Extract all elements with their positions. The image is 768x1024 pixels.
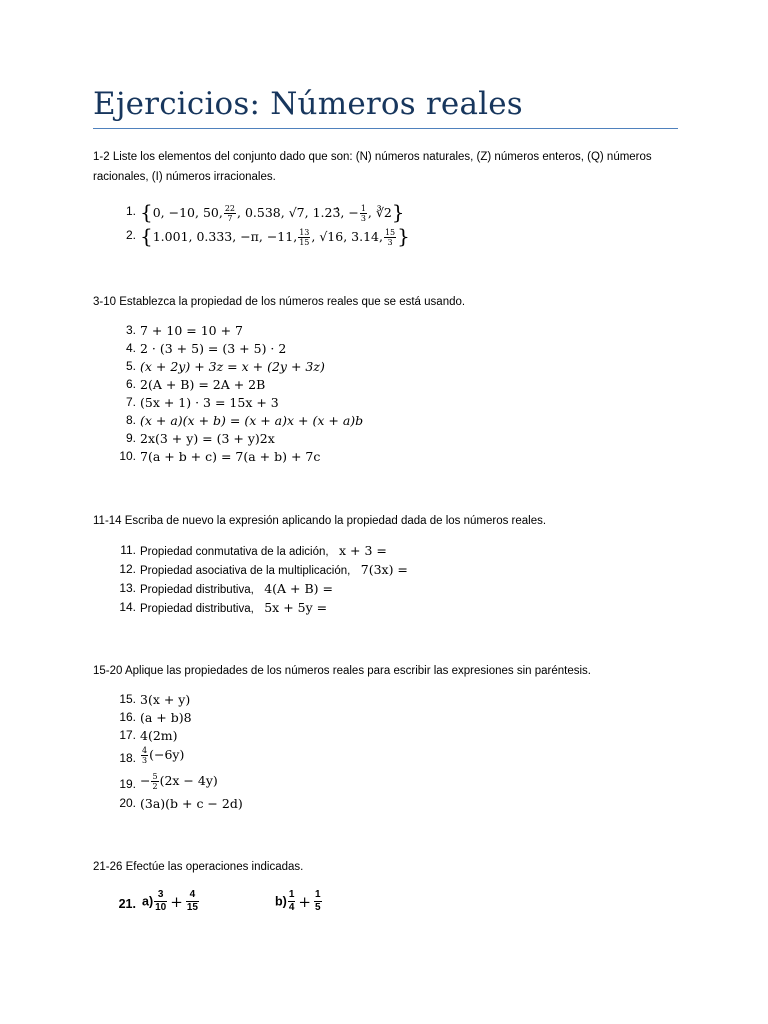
fraction — [224, 204, 236, 223]
math-expression: 7(a + b + c) = 7(a + b) + 7c — [140, 449, 321, 464]
item-number: 4. — [125, 341, 136, 355]
property-text: Propiedad distributiva, — [140, 603, 254, 615]
section-heading-21-26: 21-26 Efectúe las operaciones indicadas. — [93, 861, 304, 873]
math-expression: (a + b)8 — [140, 710, 192, 725]
math-expression: 7(3x) = — [360, 562, 408, 577]
expr-part: , ∛2 — [367, 205, 392, 220]
fraction — [141, 746, 148, 765]
item-number: 3. — [125, 323, 136, 337]
item-number: 5. — [125, 359, 136, 373]
close-brace: } — [397, 224, 410, 248]
numerator: 15 — [384, 228, 396, 237]
section-heading-3-10: 3-10 Establezca la propiedad de los números reales que se está usando. — [93, 296, 466, 308]
item-number: 20. — [119, 796, 136, 810]
numerator: 4 — [142, 746, 148, 755]
math-expression — [140, 772, 218, 791]
math-expression: (5x + 1) · 3 = 15x + 3 — [140, 395, 279, 410]
section-heading-11-14: 11-14 Escriba de nuevo la expresión aplicando la propiedad dada de los números reales. — [93, 515, 547, 527]
math-expression: x + 3 = — [339, 543, 387, 558]
set-expression — [140, 200, 405, 224]
item-number: 13. — [119, 581, 136, 595]
fraction — [186, 889, 199, 914]
math-expression — [140, 746, 184, 765]
math-expression: 5x + 5y = — [264, 600, 328, 615]
fraction — [151, 772, 158, 791]
expr-part: , 0.538, √7, 1.23̂, − — [237, 205, 359, 220]
numerator: 5 — [152, 772, 158, 781]
math-expression: (x + a)(x + b) = (x + a)x + (x + a)b — [140, 413, 364, 428]
item-content — [140, 562, 408, 577]
part-label: b) — [275, 894, 287, 909]
part-label: a) — [142, 894, 154, 909]
math-expression: 7 + 10 = 10 + 7 — [140, 323, 243, 338]
item-number: 7. — [125, 395, 136, 409]
math-expression: (3a)(b + c − 2d) — [140, 796, 243, 811]
item-content — [140, 581, 333, 596]
expr-part: (−6y) — [149, 747, 185, 762]
numerator: 22 — [224, 204, 236, 213]
section-heading-1-2: 1-2 Liste los elementos del conjunto dado que son: (N) números naturales, (Z) números enteros, (Q) números racionales, (I) números irracionales. — [93, 151, 652, 183]
fraction — [154, 889, 167, 914]
title-underline — [93, 128, 678, 129]
item-number: 8. — [125, 413, 136, 427]
item-number: 6. — [125, 377, 136, 391]
numerator: 3 — [154, 889, 167, 902]
denominator: 4 — [288, 902, 295, 913]
property-text: Propiedad distributiva, — [140, 584, 254, 596]
denominator: 15 — [299, 238, 310, 247]
part-b — [275, 889, 323, 914]
numerator: 4 — [186, 889, 199, 902]
math-expression: 4(A + B) = — [264, 581, 334, 596]
item-number: 17. — [119, 728, 136, 742]
section-heading-15-20: 15-20 Aplique las propiedades de los números reales para escribir las expresiones sin paréntesis. — [93, 665, 591, 677]
item-number: 16. — [119, 710, 136, 724]
property-text: Propiedad conmutativa de la adición, — [140, 546, 329, 558]
fraction — [288, 889, 296, 914]
part-a — [142, 889, 200, 914]
item-number: 2. — [125, 228, 136, 242]
fraction — [314, 889, 322, 914]
open-brace: { — [140, 224, 153, 248]
numerator: 1 — [288, 889, 295, 900]
item-content — [140, 543, 387, 558]
fraction — [298, 228, 310, 247]
math-expression: 2 · (3 + 5) = (3 + 5) · 2 — [140, 341, 287, 356]
fraction — [360, 204, 367, 223]
item-number: 9. — [125, 431, 136, 445]
denominator: 7 — [227, 214, 233, 223]
numerator: 13 — [299, 228, 310, 237]
expr-part: 1.001, 0.333, −π, −11, — [152, 229, 298, 244]
open-brace: { — [140, 200, 153, 224]
item-number: 21. — [118, 897, 136, 911]
math-expression: 4(2m) — [140, 728, 178, 743]
denominator: 5 — [314, 902, 321, 913]
item-number: 18. — [119, 751, 136, 765]
operator: + — [170, 892, 183, 911]
item-number: 14. — [119, 600, 136, 614]
math-expression: 3(x + y) — [140, 692, 191, 707]
denominator: 10 — [155, 902, 167, 913]
numerator: 1 — [314, 889, 321, 900]
math-expression: 2x(3 + y) = (3 + y)2x — [140, 431, 275, 446]
numerator: 1 — [360, 204, 366, 213]
item-number: 19. — [119, 777, 136, 791]
item-number: 1. — [125, 204, 136, 218]
item-number: 11. — [120, 543, 136, 557]
item-number: 15. — [119, 692, 136, 706]
fraction — [384, 228, 396, 247]
denominator: 3 — [360, 214, 366, 223]
math-expression: 2(A + B) = 2A + 2B — [140, 377, 266, 392]
operator: + — [298, 892, 311, 911]
close-brace: } — [391, 200, 405, 224]
expr-part: 0, −10, 50, — [152, 205, 223, 220]
denominator: 3 — [142, 756, 148, 765]
set-expression — [140, 224, 410, 248]
expr-part: , √16, 3.14, — [311, 229, 383, 244]
item-content — [140, 600, 327, 615]
document-title: Ejercicios: Números reales — [93, 86, 523, 122]
math-expression: (x + 2y) + 3z = x + (2y + 3z) — [140, 359, 325, 374]
item-number: 12. — [119, 562, 136, 576]
denominator: 15 — [186, 902, 198, 913]
expr-part: (2x − 4y) — [159, 773, 218, 788]
denominator: 3 — [387, 238, 393, 247]
denominator: 2 — [152, 782, 158, 791]
minus-sign: − — [140, 773, 151, 788]
item-number: 10. — [119, 449, 136, 463]
property-text: Propiedad asociativa de la multiplicación, — [140, 565, 351, 577]
